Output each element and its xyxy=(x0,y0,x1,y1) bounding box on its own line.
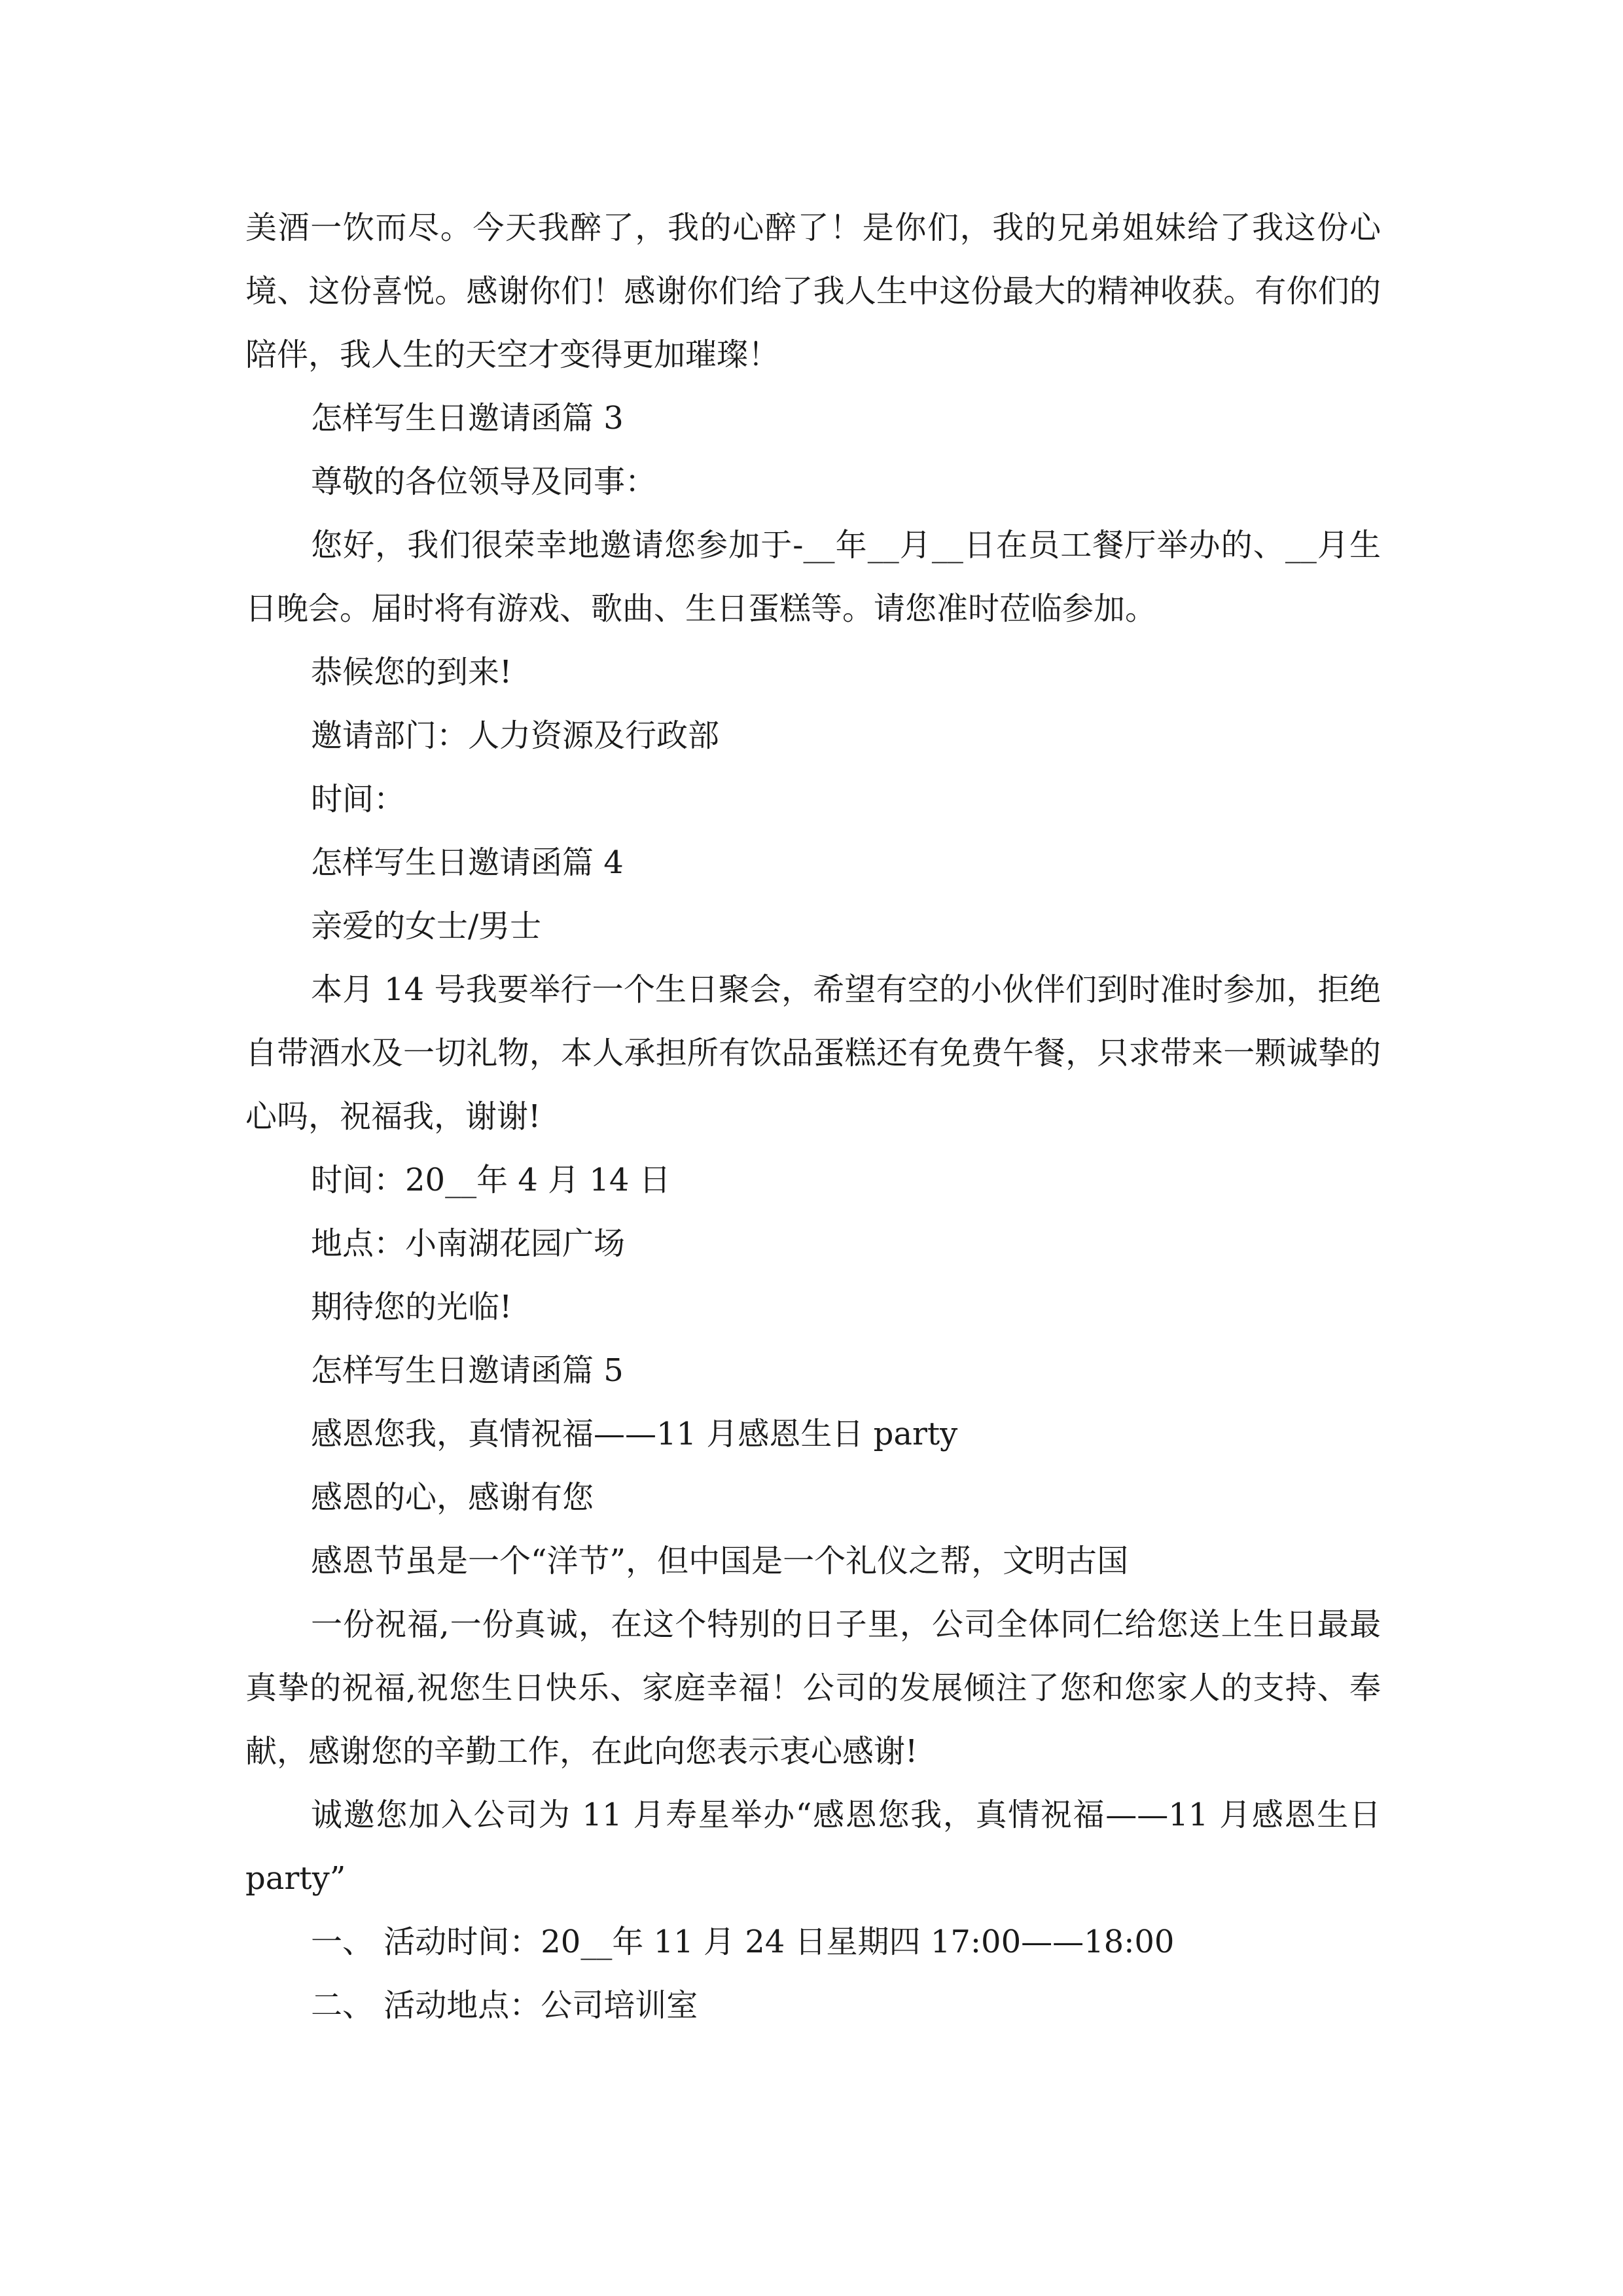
salutation: 亲爱的女士/男士 xyxy=(311,908,542,944)
activity-location: 二、 活动地点：公司培训室 xyxy=(311,1987,698,2024)
inviting-department: 邀请部门：人力资源及行政部 xyxy=(311,717,720,754)
paragraph-greeting: 恭候您的到来! xyxy=(311,654,512,691)
time-line: 时间：20__年 4 月 14 日 xyxy=(311,1162,671,1198)
paragraph-closing: 期待您的光临! xyxy=(311,1289,512,1325)
paragraph-blessing: 一份祝福,一份真诚，在这个特别的日子里，公司全体同仁给您送上生日最最真挚的祝福,祝您生日快乐、家庭幸福！公司的发展倾注了您和您家人的支持、奉献，感谢您的辛勤工作，在此向您表示衷心感谢! xyxy=(245,1606,1381,1770)
section-heading-4: 怎样写生日邀请函篇 4 xyxy=(311,844,624,881)
location-line: 地点：小南湖花园广场 xyxy=(311,1225,626,1262)
paragraph-invite: 诚邀您加入公司为 11 月寿星举办“感恩您我，真情祝福——11 月感恩生日 party” xyxy=(245,1797,1381,1897)
activity-time: 一、 活动时间：20__年 11 月 24 日星期四 17:00——18:00 xyxy=(311,1924,1175,1960)
document-body xyxy=(245,196,1381,2037)
section-heading-5: 怎样写生日邀请函篇 5 xyxy=(311,1352,624,1389)
paragraph-invitation: 您好，我们很荣幸地邀请您参加于-__年__月__日在员工餐厅举办的、__月生日晚会。届时将有游戏、歌曲、生日蛋糕等。请您准时莅临参加。 xyxy=(245,527,1381,627)
event-subtitle: 感恩的心，感谢有您 xyxy=(311,1479,594,1516)
salutation: 尊敬的各位领导及同事： xyxy=(311,463,657,500)
time-line: 时间： xyxy=(311,781,406,817)
paragraph-closing-text: 美酒一饮而尽。今天我醉了，我的心醉了！是你们，我的兄弟姐妹给了我这份心境、这份喜悦。感谢你们！感谢你们给了我人生中这份最大的精神收获。有你们的陪伴，我人生的天空才变得更加璀璨！ xyxy=(245,209,1381,373)
event-title: 感恩您我，真情祝福——11 月感恩生日 party xyxy=(311,1416,958,1452)
paragraph-party-details: 本月 14 号我要举行一个生日聚会，希望有空的小伙伴们到时准时参加，拒绝自带酒水及一切礼物，本人承担所有饮品蛋糕还有免费午餐，只求带来一颗诚挚的心吗，祝福我，谢谢! xyxy=(245,971,1381,1135)
paragraph-thanksgiving: 感恩节虽是一个“洋节”，但中国是一个礼仪之帮，文明古国 xyxy=(311,1543,1129,1579)
section-heading-3: 怎样写生日邀请函篇 3 xyxy=(311,400,624,437)
